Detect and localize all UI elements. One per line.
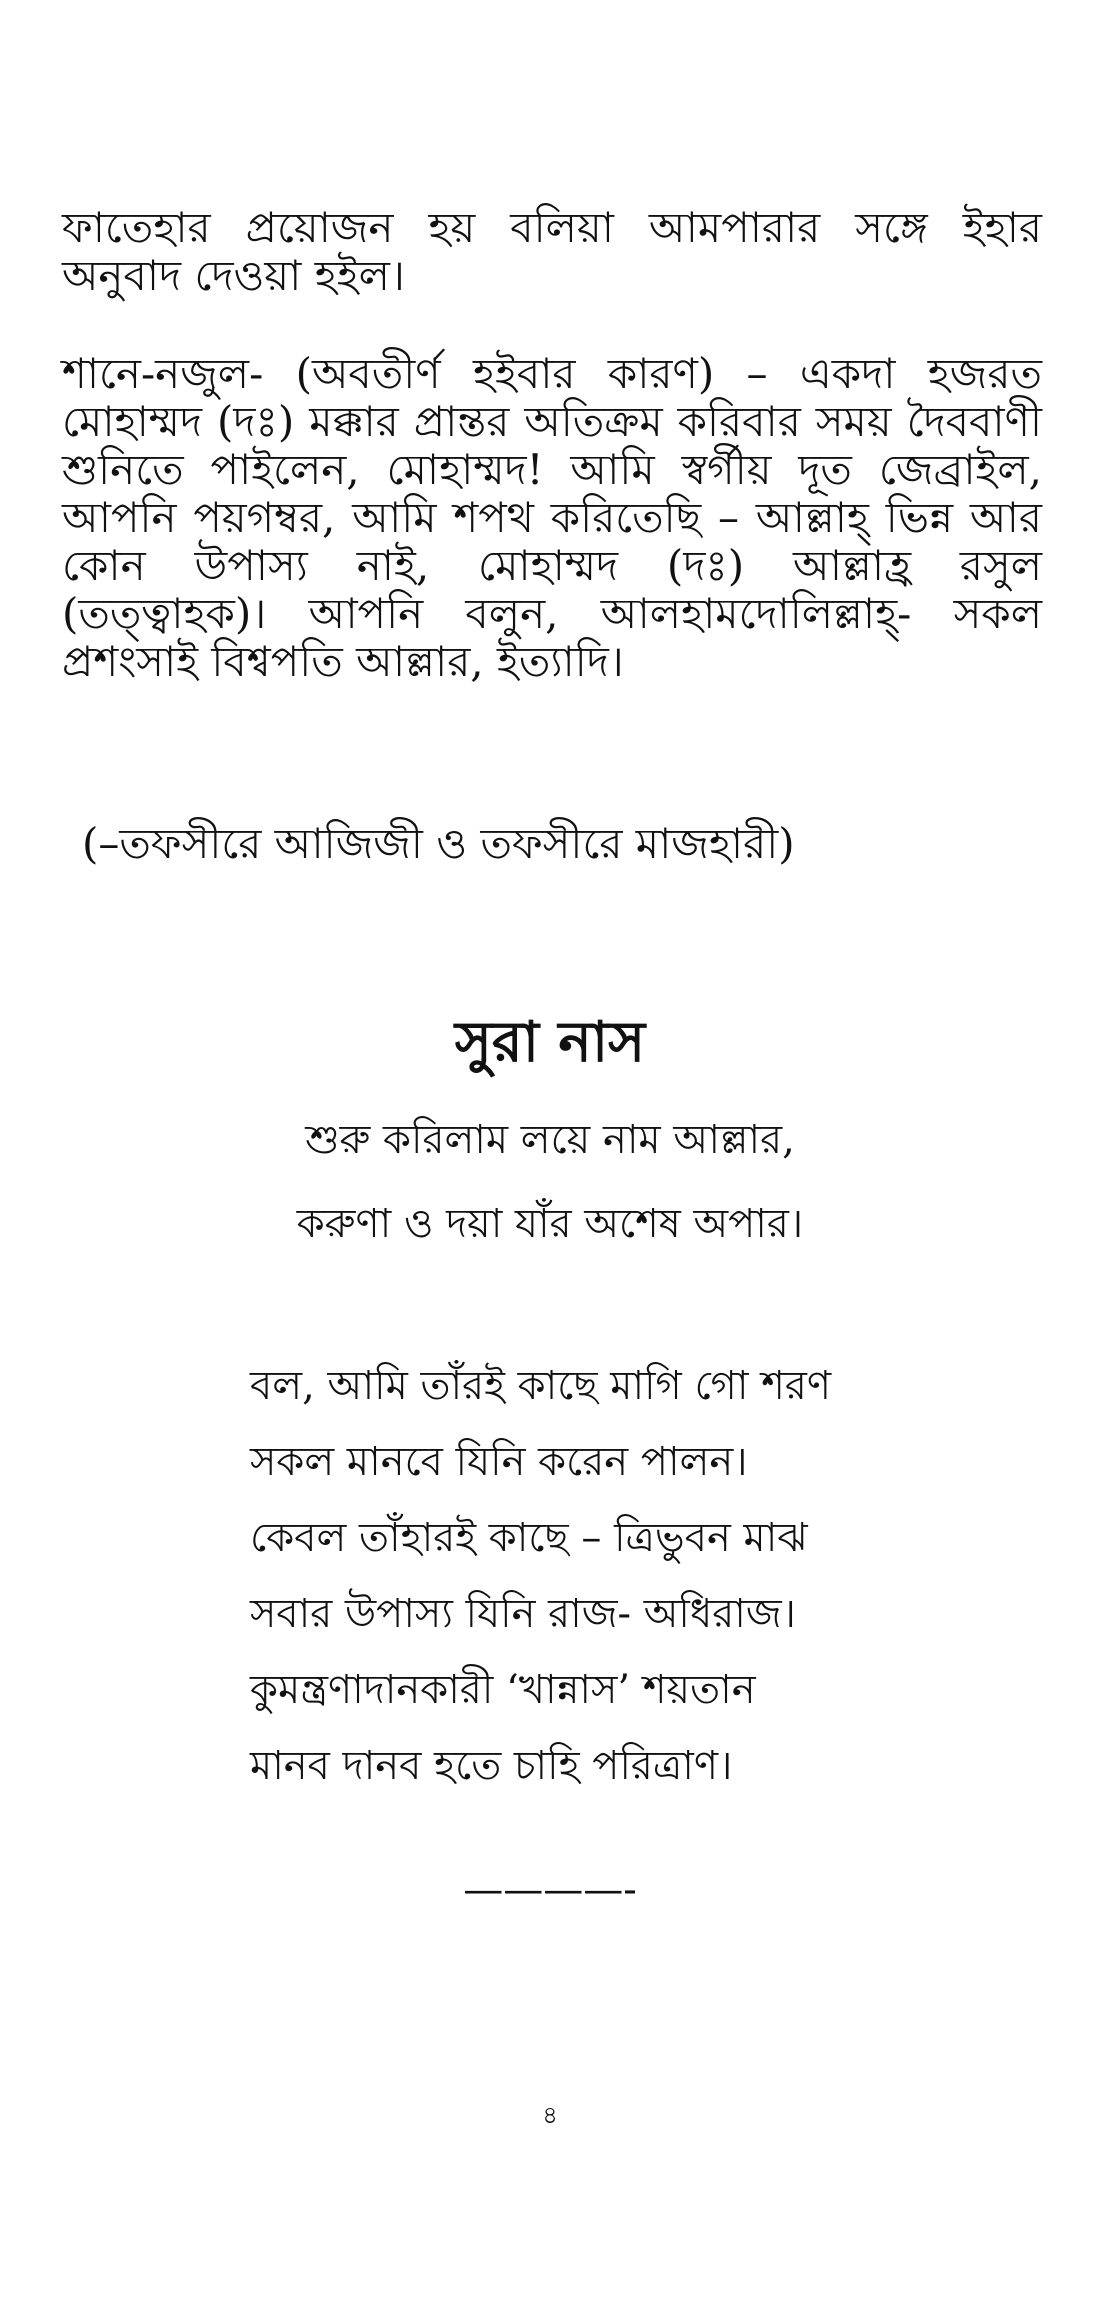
surah-title: সুরা নাস xyxy=(454,1009,646,1075)
source-citation: (–তফসীরে আজিজী ও তফসীরে মাজহারী) xyxy=(82,819,795,868)
bismillah-line-2: করুণা ও দয়া যাঁর অশেষ অপার। xyxy=(296,1201,804,1247)
verse-line: সকল মানবে যিনি করেন পালন। xyxy=(250,1439,748,1485)
verse-line: কেবল তাঁহারই কাছে – ত্রিভুবন মাঝ xyxy=(250,1515,808,1561)
page-number: ৪ xyxy=(542,2101,558,2129)
intro-paragraph: ফাতেহার প্রয়োজন হয় বলিয়া আমপারার সঙ্গে ইহার অনুবাদ দেওয়া হইল। xyxy=(62,203,1042,300)
verse-list xyxy=(250,1362,1050,1818)
bismillah-line-1: শুরু করিলাম লয়ে নাম আল্লার, xyxy=(305,1117,795,1163)
verse-line: কুমন্ত্রণাদানকারী ‘খান্নাস’ শয়তান xyxy=(250,1667,756,1713)
shane-nuzul-paragraph: শানে-নজুল- (অবতীর্ণ হইবার কারণ) – একদা হজরত মোহাম্মদ (দঃ) মক্কার প্রান্তর অতিক্রম করিবার সময় দৈববাণী শুনিতে পাইলেন, মোহাম্মদ! আমি স্বর্গীয় দূত জেব্রাইল, আপনি পয়গম্বর, আমি শপথ করিতেছি – আল্লাহ্ ভিন্ন আর কোন উপাস্য নাই, মোহাম্মদ (দঃ) আল্লাহ্র রসুল (তত্ত্বাহক)। আপনি বলুন, আলহামদোলিল্লাহ্- সকল প্রশংসাই বিশ্বপতি আল্লার, ইত্যাদি। xyxy=(62,349,1042,686)
verse-line: সবার উপাস্য যিনি রাজ- অধিরাজ। xyxy=(250,1591,796,1637)
ending-mark: ————- xyxy=(463,1867,637,1913)
verse-line: বল, আমি তাঁরই কাছে মাগি গো শরণ xyxy=(250,1363,832,1409)
verse-line: মানব দানব হতে চাহি পরিত্রাণ। xyxy=(250,1743,733,1789)
